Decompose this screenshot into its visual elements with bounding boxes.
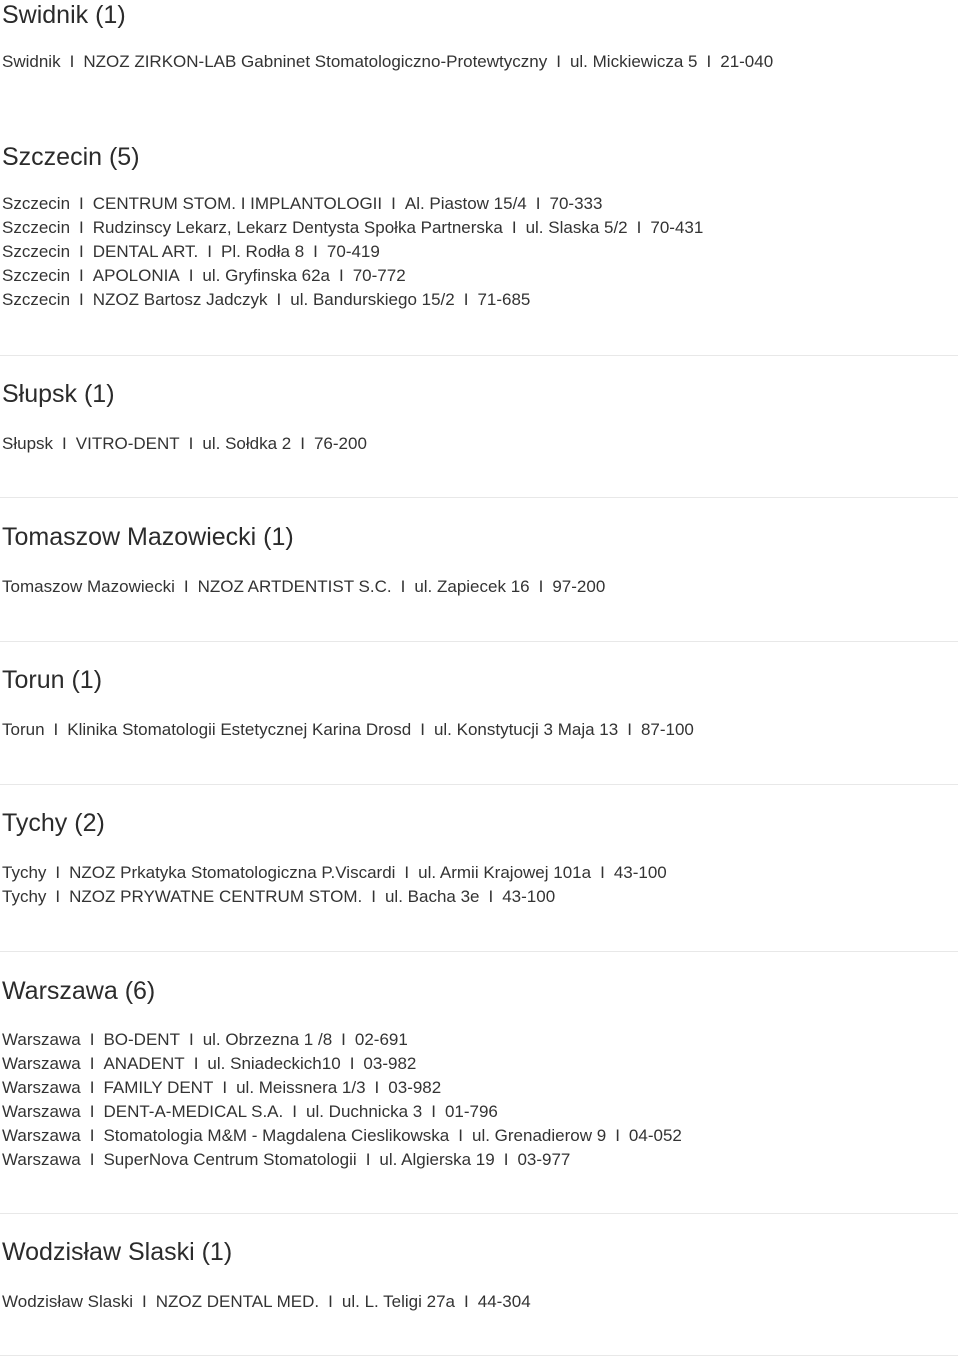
entry-city: Słupsk [2,434,54,453]
separator: I [338,266,344,285]
entry-postal: 70-431 [650,218,704,237]
entry-postal: 43-100 [613,863,667,882]
entry-street: Al. Piastow 15/4 [404,194,527,213]
section-szczecin [0,142,703,312]
entry-postal: 87-100 [640,720,694,739]
entry-name: NZOZ DENTAL MED. [155,1292,320,1311]
entry-name: SuperNova Centrum Stomatologii [103,1150,357,1169]
separator: I [464,1292,469,1311]
section-divider [0,1355,958,1356]
entry-postal: 71-685 [477,290,531,309]
entry-city: Warszawa [2,1102,81,1121]
entry-name: BO-DENT [103,1030,180,1049]
list-item [0,192,703,216]
separator: I [55,863,61,882]
separator: I [89,1054,95,1073]
list-item [0,861,667,885]
separator: I [400,577,406,596]
entry-city: Wodzisław Slaski [2,1292,134,1311]
separator: I [365,1150,371,1169]
entry-city: Swidnik [2,52,61,71]
section-title: Warszawa (6) [2,977,156,1005]
separator: I [188,1030,194,1049]
section-warszawa [0,976,682,1172]
entry-postal: 97-200 [552,577,606,596]
section-title: Swidnik (1) [2,1,126,29]
separator: I [193,1054,199,1073]
entry-name: Rudzinscy Lekarz, Lekarz Dentysta Społka Partnerska [92,218,503,237]
entry-city: Szczecin [2,218,71,237]
separator: I [313,242,318,261]
entry-street: ul. Slaska 5/2 [525,218,628,237]
list-item [0,1100,682,1124]
section-divider [0,1213,958,1214]
list-item [0,264,703,288]
entry-street: ul. Algierska 19 [379,1150,495,1169]
separator: I [79,290,84,309]
separator: I [615,1126,620,1145]
separator: I [222,1078,228,1097]
entry-street: ul. Obrzezna 1 /8 [202,1030,333,1049]
entry-city: Szczecin [2,290,71,309]
entry-city: Szczecin [2,266,71,285]
entry-name: NZOZ ZIRKON-LAB Gabninet Stomatologiczno-Protewtyczny [83,52,548,71]
separator: I [404,863,410,882]
entry-postal: 43-100 [502,887,556,906]
entry-postal: 03-977 [517,1150,571,1169]
entry-street: Pl. Rodła 8 [221,242,305,261]
entry-name: APOLONIA [92,266,180,285]
separator: I [79,266,84,285]
entry-city: Warszawa [2,1150,81,1169]
separator: I [511,218,517,237]
entry-street: ul. Zapiecek 16 [414,577,530,596]
separator: I [374,1078,380,1097]
separator: I [89,1126,95,1145]
list-item [0,288,703,312]
separator: I [89,1150,95,1169]
entry-postal: 04-052 [628,1126,682,1145]
entry-postal: 03-982 [363,1054,417,1073]
separator: I [535,194,541,213]
list-item [0,50,773,74]
separator: I [142,1292,147,1311]
entry-name: DENTAL ART. [92,242,199,261]
entry-postal: 21-040 [720,52,774,71]
entry-street: ul. Grenadierow 9 [472,1126,607,1145]
entry-street: ul. Mickiewicza 5 [569,52,698,71]
separator: I [636,218,642,237]
separator: I [463,290,469,309]
entry-city: Tomaszow Mazowiecki [2,577,175,596]
entry-city: Warszawa [2,1030,81,1049]
separator: I [188,434,194,453]
entry-list [0,50,773,74]
entry-city: Szczecin [2,242,71,261]
entry-list [0,575,605,599]
separator: I [341,1030,346,1049]
section-divider [0,784,958,785]
entry-street: ul. Sniadeckich10 [207,1054,341,1073]
separator: I [292,1102,297,1121]
entry-postal: 44-304 [477,1292,531,1311]
section-divider [0,641,958,642]
entry-postal: 76-200 [313,434,367,453]
list-item [0,216,703,240]
entry-city: Warszawa [2,1078,81,1097]
entry-street: ul. Armii Krajowej 101a [418,863,592,882]
section-divider [0,951,958,952]
section-tomaszow-mazowiecki [0,522,605,599]
entry-list [0,192,703,312]
entry-postal: 70-419 [326,242,380,261]
section-title: Słupsk (1) [2,380,115,408]
entry-postal: 02-691 [354,1030,408,1049]
separator: I [503,1150,509,1169]
list-item [0,575,605,599]
entry-name: NZOZ Bartosz Jadczyk [92,290,268,309]
list-item [0,1028,682,1052]
entry-city: Warszawa [2,1126,81,1145]
list-item [0,885,667,909]
list-item [0,1148,682,1172]
separator: I [627,720,632,739]
entry-list [0,718,694,742]
list-item [0,1124,682,1148]
entry-street: ul. Sołdka 2 [202,434,292,453]
section-title: Torun (1) [2,666,103,694]
list-item [0,1290,531,1314]
entry-postal: 70-333 [549,194,603,213]
section-divider [0,497,958,498]
separator: I [79,242,84,261]
separator: I [706,52,712,71]
entry-street: ul. L. Teligi 27a [341,1292,455,1311]
entry-city: Tychy [2,887,47,906]
section-title: Wodzisław Slaski (1) [2,1238,233,1266]
separator: I [431,1102,436,1121]
separator: I [89,1078,95,1097]
separator: I [62,434,67,453]
separator: I [55,887,61,906]
separator: I [300,434,305,453]
section-title: Tychy (2) [2,809,105,837]
entry-list [0,1028,682,1172]
separator: I [420,720,425,739]
section-title: Tomaszow Mazowiecki (1) [2,523,294,551]
entry-name: ANADENT [103,1054,185,1073]
entry-postal: 01-796 [444,1102,498,1121]
entry-city: Torun [2,720,45,739]
separator: I [207,242,212,261]
entry-postal: 70-772 [352,266,406,285]
section-tychy [0,808,667,909]
list-item [0,432,367,456]
section-torun [0,665,694,742]
separator: I [391,194,396,213]
section-slupsk [0,379,367,456]
entry-list [0,432,367,456]
entry-name: VITRO-DENT [75,434,180,453]
section-title: Szczecin (5) [2,143,140,171]
separator: I [488,887,494,906]
list-item [0,240,703,264]
separator: I [538,577,544,596]
separator: I [371,887,376,906]
separator: I [183,577,189,596]
separator: I [79,194,84,213]
entry-street: ul. Konstytucji 3 Maja 13 [433,720,619,739]
entry-street: ul. Duchnicka 3 [305,1102,423,1121]
separator: I [349,1054,355,1073]
section-divider [0,355,958,356]
entry-city: Szczecin [2,194,71,213]
separator: I [188,266,194,285]
entry-city: Warszawa [2,1054,81,1073]
separator: I [556,52,561,71]
section-swidnik [0,0,773,74]
entry-name: Klinika Stomatologii Estetycznej Karina Drosd [67,720,412,739]
entry-list [0,861,667,909]
separator: I [89,1030,95,1049]
entry-street: ul. Bacha 3e [384,887,480,906]
entry-name: Stomatologia M&M - Magdalena Cieslikowska [103,1126,450,1145]
entry-name: NZOZ PRYWATNE CENTRUM STOM. [69,887,363,906]
separator: I [276,290,282,309]
list-item [0,718,694,742]
separator: I [69,52,75,71]
entry-list [0,1290,531,1314]
section-wodzislaw-slaski [0,1237,531,1314]
separator: I [89,1102,95,1121]
entry-street: ul. Gryfinska 62a [202,266,330,285]
entry-name: NZOZ Prkatyka Stomatologiczna P.Viscardi [69,863,396,882]
separator: I [600,863,605,882]
entry-postal: 03-982 [388,1078,442,1097]
entry-name: FAMILY DENT [103,1078,214,1097]
entry-name: CENTRUM STOM. I IMPLANTOLOGII [92,194,383,213]
entry-name: NZOZ ARTDENTIST S.C. [197,577,392,596]
list-item [0,1052,682,1076]
entry-street: ul. Bandurskiego 15/2 [290,290,455,309]
entry-street: ul. Meissnera 1/3 [236,1078,366,1097]
entry-city: Tychy [2,863,47,882]
entry-name: DENT-A-MEDICAL S.A. [103,1102,284,1121]
separator: I [328,1292,333,1311]
separator: I [79,218,84,237]
separator: I [53,720,59,739]
separator: I [458,1126,463,1145]
list-item [0,1076,682,1100]
